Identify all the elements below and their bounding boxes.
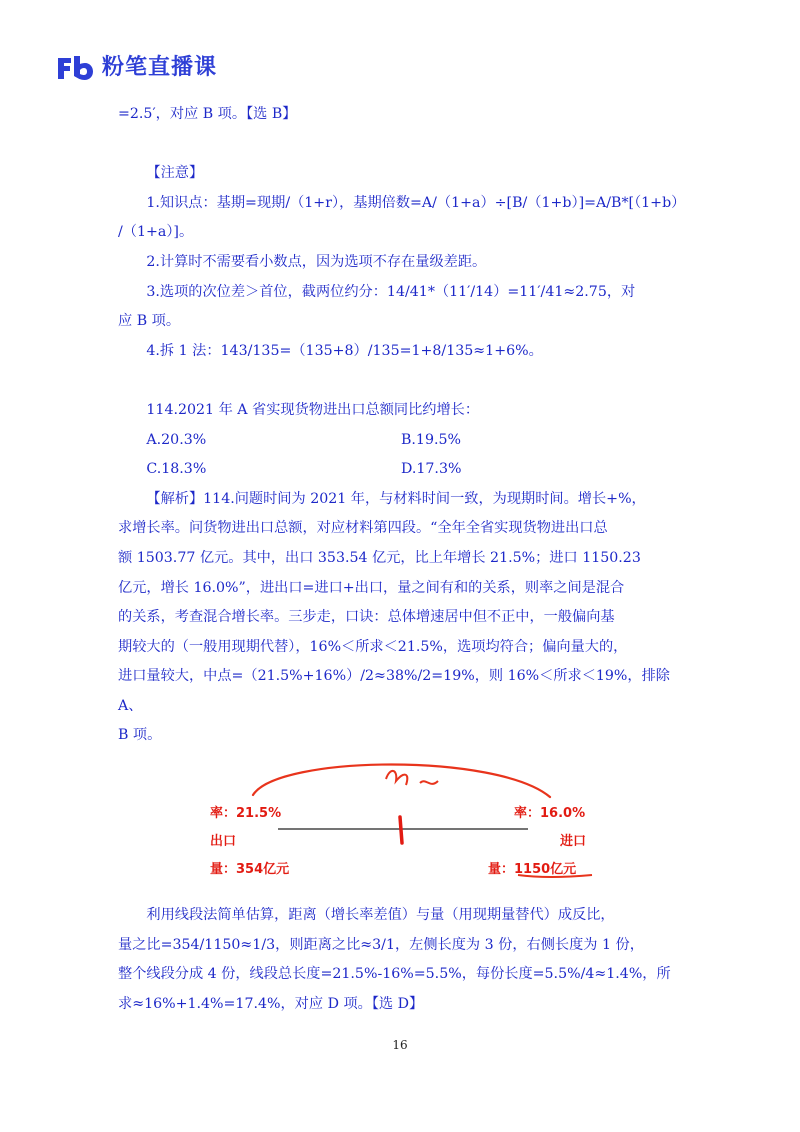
fb-logo-icon	[56, 55, 94, 81]
analysis-tag: 【解析】	[146, 490, 204, 507]
left-rate-label: 率：21.5%	[210, 806, 282, 822]
solution-line: 量之比=354/1150≈1/3，则距离之比≈3/1，左侧长度为 3 份，右侧长度为 1 份，	[118, 936, 644, 953]
page-content	[118, 100, 684, 1019]
analysis-line: 进口量较大，中点=（21.5%+16%）/2≈38%/2=19%，则 16%＜所求＜19%，排除 A、	[118, 668, 670, 714]
option-c: C.18.3%	[146, 461, 207, 478]
right-amount-label: 量：1150亿元	[488, 862, 577, 878]
analysis-line: 额 1503.77 亿元。其中，出口 353.54 亿元，比上年增长 21.5%；进口 1150.23	[118, 549, 641, 566]
solution-line: 求≈16%+1.4%=17.4%，对应 D 项。【选 D】	[118, 995, 424, 1012]
options-row	[118, 455, 684, 485]
analysis-line: B 项。	[118, 727, 162, 744]
options-row	[118, 426, 684, 456]
text-line: /（1+a）]。	[118, 224, 194, 241]
solution-line: 利用线段法简单估算，距离（增长率差值）与量（用现期量替代）成反比，	[146, 907, 615, 924]
solution-line: 整个线段分成 4 份，线段总长度=21.5%-16%=5.5%，每份长度=5.5%/4≈1.4%，所	[118, 966, 671, 983]
brand-name: 粉笔直播课	[102, 55, 218, 80]
brand-logo	[56, 55, 217, 81]
note-title: 【注意】	[146, 165, 204, 182]
text-line: 3.选项的次位差＞首位，截两位约分：14/41*（11′/14）=11′/41≈2.75，对	[146, 283, 636, 300]
analysis-line: 求增长率。问货物进出口总额，对应材料第四段。“全年全省实现货物进出口总	[118, 520, 608, 537]
diagram-drawing	[118, 759, 684, 889]
text-line: 应 B 项。	[118, 313, 181, 330]
text-line: 2.计算时不需要看小数点，因为选项不存在量级差距。	[146, 253, 487, 270]
line-segment-diagram	[118, 759, 684, 889]
analysis-line: 的关系，考查混合增长率。三步走，口诀：总体增速居中但不正中，一般偏向基	[118, 609, 615, 626]
option-b: B.19.5%	[401, 431, 462, 448]
text-line: 4.拆 1 法：143/135=（135+8）/135=1+8/135≈1+6%。	[146, 342, 543, 359]
analysis-line: 期较大的（一般用现期代替），16%＜所求＜21.5%，选项均符合；偏向量大的，	[118, 638, 628, 655]
option-a: A.20.3%	[146, 431, 207, 448]
left-amount-label: 量：354亿元	[210, 862, 290, 878]
left-name-label: 出口	[210, 834, 237, 850]
question-114: 114.2021 年 A 省实现货物进出口总额同比约增长：	[146, 401, 480, 418]
right-name-label: 进口	[560, 834, 587, 850]
page-number: 16	[392, 1038, 408, 1052]
analysis-line: 亿元，增长 16.0%”，进出口=进口+出口，量之间有和的关系，则率之间是混合	[118, 579, 625, 596]
text-line: 1.知识点：基期=现期/（1+r），基期倍数=A/（1+a）÷[B/（1+b）]=A/B*[（1+b）	[146, 194, 686, 211]
right-rate-label: 率：16.0%	[514, 806, 586, 822]
analysis-line: 【解析】114.问题时间为 2021 年，与材料时间一致，为现期时间。增长+%，	[146, 490, 646, 507]
text-line: =2.5′，对应 B 项。【选 B】	[118, 106, 297, 122]
option-d: D.17.3%	[401, 461, 462, 478]
